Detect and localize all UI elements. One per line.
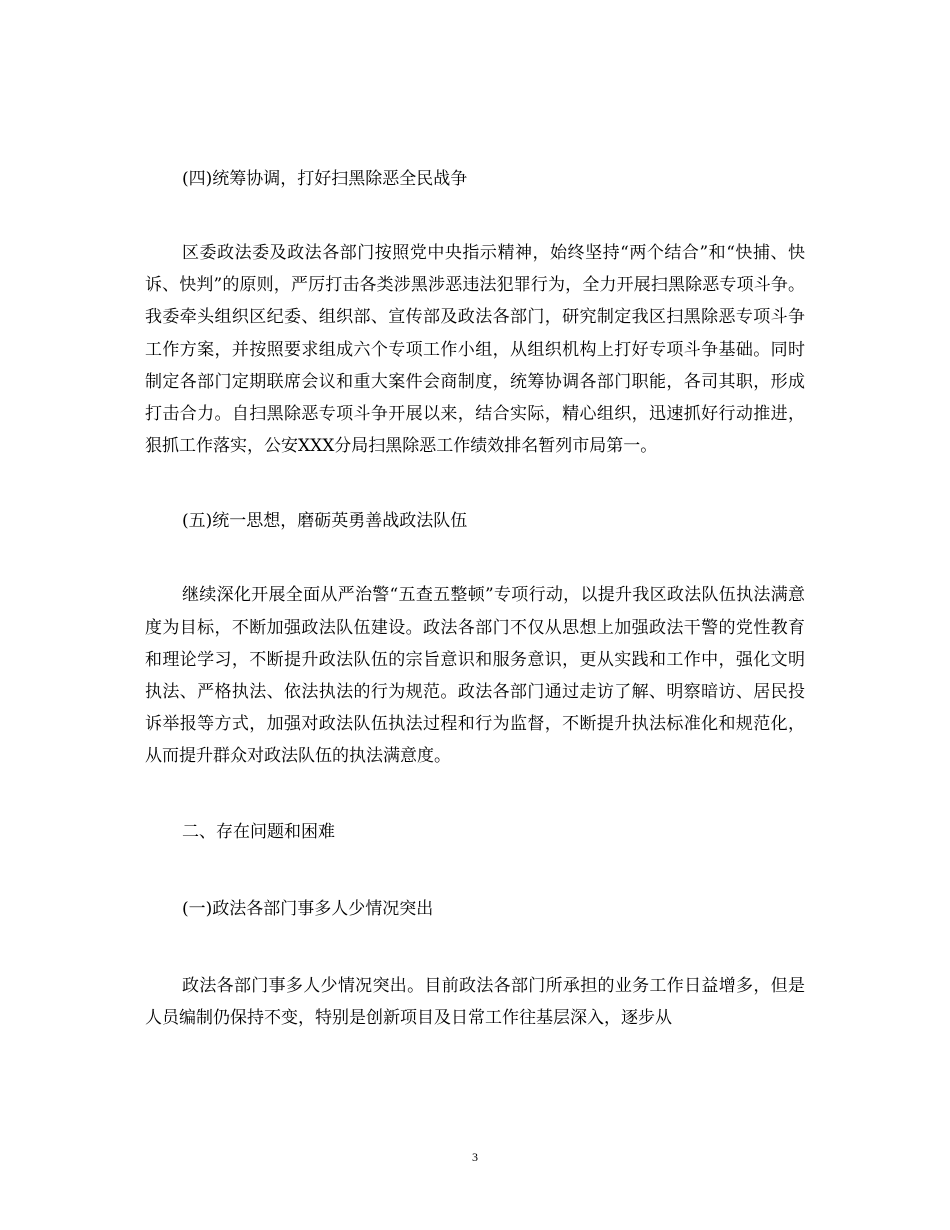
section-heading-1: (一)政法各部门事多人少情况突出 (182, 898, 434, 919)
document-body (145, 163, 805, 1034)
section-heading-5: (五)统一思想，磨砺英勇善战政法队伍 (182, 511, 468, 532)
paragraph-staffing: 政法各部门事多人少情况突出。目前政法各部门所承担的业务工作日益增多，但是人员编制仍保持不变，特别是创新项目及日常工作往基层深入，逐步从 (145, 975, 805, 1028)
page-number: 3 (472, 1150, 478, 1164)
paragraph-team-building: 继续深化开展全面从严治警“五查五整顿”专项行动，以提升我区政法队伍执法满意度为目标，不断加强政法队伍建设。政法各部门不仅从思想上加强政法干警的党性教育和理论学习，不断提升政法队伍的宗旨意识和服务意识，更从实践和工作中，强化文明执法、严格执法、依法执法的行为规范。政法各部门通过走访了解、明察暗访、居民投诉举报等方式，加强对政法队伍执法过程和行为监督，不断提升执法标准化和规范化，从而提升群众对政法队伍的执法满意度。 (145, 585, 805, 767)
paragraph-anti-crime: 区委政法委及政法各部门按照党中央指示精神，始终坚持“两个结合”和“快捕、快诉、快判”的原则，严厉打击各类涉黑涉恶违法犯罪行为，全力开展扫黑除恶专项斗争。我委牵头组织区纪委、组织部、宣传部及政法各部门，研究制定我区扫黑除恶专项斗争工作方案，并按照要求组成六个专项工作小组，从组织机构上打好专项斗争基础。同时制定各部门定期联席会议和重大案件会商制度，统筹协调各部门职能，各司其职，形成打击合力。自扫黑除恶专项斗争开展以来，结合实际，精心组织，迅速抓好行动推进，狠抓工作落实，公安XXX分局扫黑除恶工作绩效排名暂列市局第一。 (145, 243, 805, 457)
chapter-heading-problems: 二、存在问题和困难 (182, 821, 335, 842)
section-heading-4: (四)统筹协调，打好扫黑除恶全民战争 (182, 169, 468, 189)
